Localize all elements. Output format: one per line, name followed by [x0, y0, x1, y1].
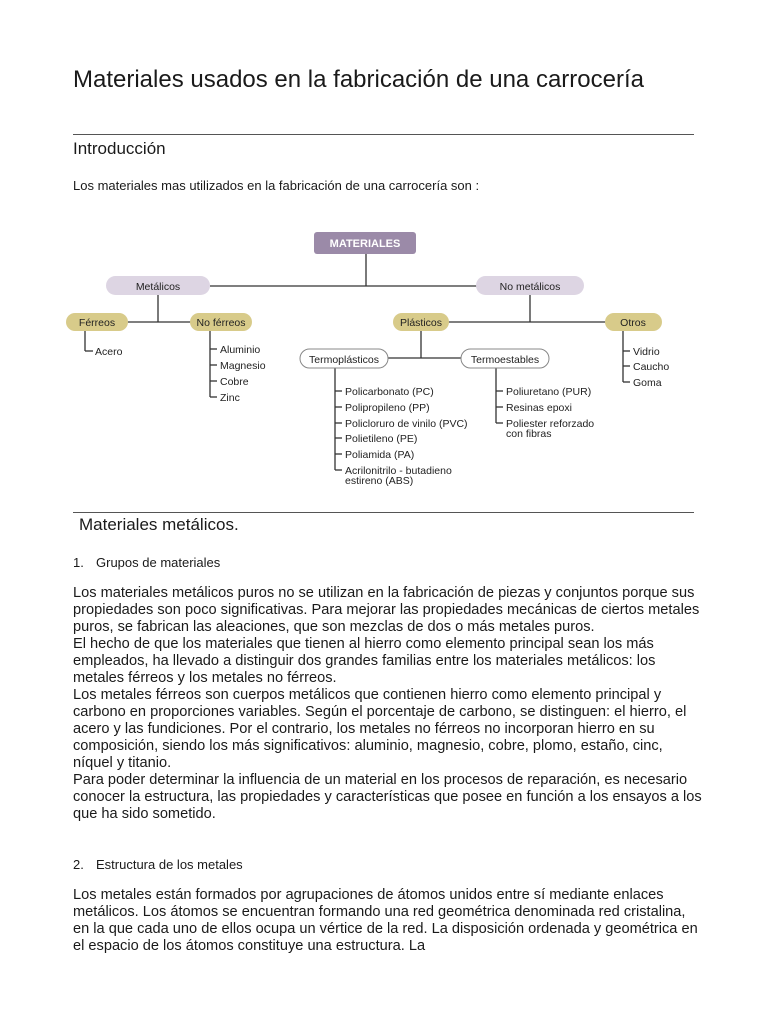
leaf-item: estireno (ABS) — [345, 475, 414, 487]
paragraph: El hecho de que los materiales que tienen al hierro como elemento principal sean los más empleados, ha llevado a distinguir dos grandes familias entre los materiales metálicos: los metales férreos y los metales no férreos. — [73, 636, 656, 686]
termoestables-label: Termoestables — [470, 354, 540, 366]
termoplasticos-label: Termoplásticos — [308, 354, 380, 366]
subsection-heading — [73, 555, 220, 570]
leaf-item: Goma — [633, 377, 662, 389]
leaf-item: Zinc — [220, 392, 240, 404]
no-ferreos-label: No férreos — [196, 317, 246, 329]
paragraph: Los metales están formados por agrupaciones de átomos unidos entre sí mediante enlaces metálicos. Los átomos se encuentran formando una red geométrica denominada red cristalina, en la que cada uno de ellos ocupa un vértice de la red. La disposición ordenada y geométrica en el espacio de los átomos constituye una estructura. La — [73, 887, 698, 954]
materials-diagram — [60, 225, 680, 500]
otros-label: Otros — [620, 317, 646, 329]
body-text — [73, 585, 703, 823]
paragraph: Para poder determinar la influencia de un material en los procesos de reparación, es necesario conocer la estructura, las propiedades y características que posee en función a los ensayos a los que ha sido sometido. — [73, 772, 702, 822]
leaf-item: Polietileno (PE) — [345, 433, 418, 445]
leaf-item: Poliamida (PA) — [345, 449, 415, 461]
leaf-item: Cobre — [220, 376, 249, 388]
paragraph: Los materiales metálicos puros no se utilizan en la fabricación de piezas y conjuntos porque sus propiedades son poco significativas. Para mejorar las propiedades mecánicas de ciertos metales puros, se fabrican las aleaciones, que son mezclas de dos o más metales puros. — [73, 585, 700, 635]
leaf-item: Poliuretano (PUR) — [506, 386, 592, 398]
root-label: MATERIALES — [329, 238, 401, 250]
metalicos-label: Metálicos — [135, 281, 181, 293]
section-divider — [73, 134, 694, 135]
subsection-number: 1. — [73, 555, 84, 570]
leaf-item: Polipropileno (PP) — [345, 402, 430, 414]
leaf-item: Acrilonitrilo - butadieno — [345, 465, 452, 477]
leaf-item: Acero — [95, 346, 123, 358]
leaf-item: Magnesio — [220, 360, 266, 372]
body-text — [73, 887, 703, 955]
subsection-label: Grupos de materiales — [96, 555, 221, 570]
leaf-item: Policarbonato (PC) — [345, 386, 434, 398]
section-heading: Materiales metálicos. — [79, 515, 239, 534]
paragraph: Los metales férreos son cuerpos metálicos que contienen hierro como elemento principal y carbono en proporciones variables. Según el porcentaje de carbono, se distinguen: el hierro, el acero y las fundiciones. Por el contrario, los metales no férreos no incorporan hierro en su composición, siendo los más significativos: aluminio, magnesio, cobre, plomo, estaño, cinc, níquel y titanio. — [73, 687, 687, 771]
intro-heading: Introducción — [73, 139, 166, 158]
subsection-label: Estructura de los metales — [96, 857, 243, 872]
leaf-item: Aluminio — [220, 344, 261, 356]
no-metalicos-label: No metálicos — [499, 281, 561, 293]
plasticos-label: Plásticos — [399, 317, 443, 329]
leaf-item: Resinas epoxi — [506, 402, 572, 414]
subsection-heading — [73, 857, 243, 872]
document-title: Materiales usados en la fabricación de una carrocería — [73, 66, 644, 93]
leaf-item: con fibras — [506, 428, 552, 440]
section-divider — [73, 512, 694, 513]
leaf-item: Policloruro de vinilo (PVC) — [345, 418, 468, 430]
ferreos-label: Férreos — [78, 317, 116, 329]
subsection-number: 2. — [73, 857, 84, 872]
leaf-item: Vidrio — [633, 346, 660, 358]
intro-text: Los materiales mas utilizados en la fabricación de una carrocería son : — [73, 178, 480, 193]
materials-tree — [60, 225, 680, 500]
leaf-item: Caucho — [633, 361, 670, 373]
leaf-item: Poliester reforzado — [506, 418, 595, 430]
